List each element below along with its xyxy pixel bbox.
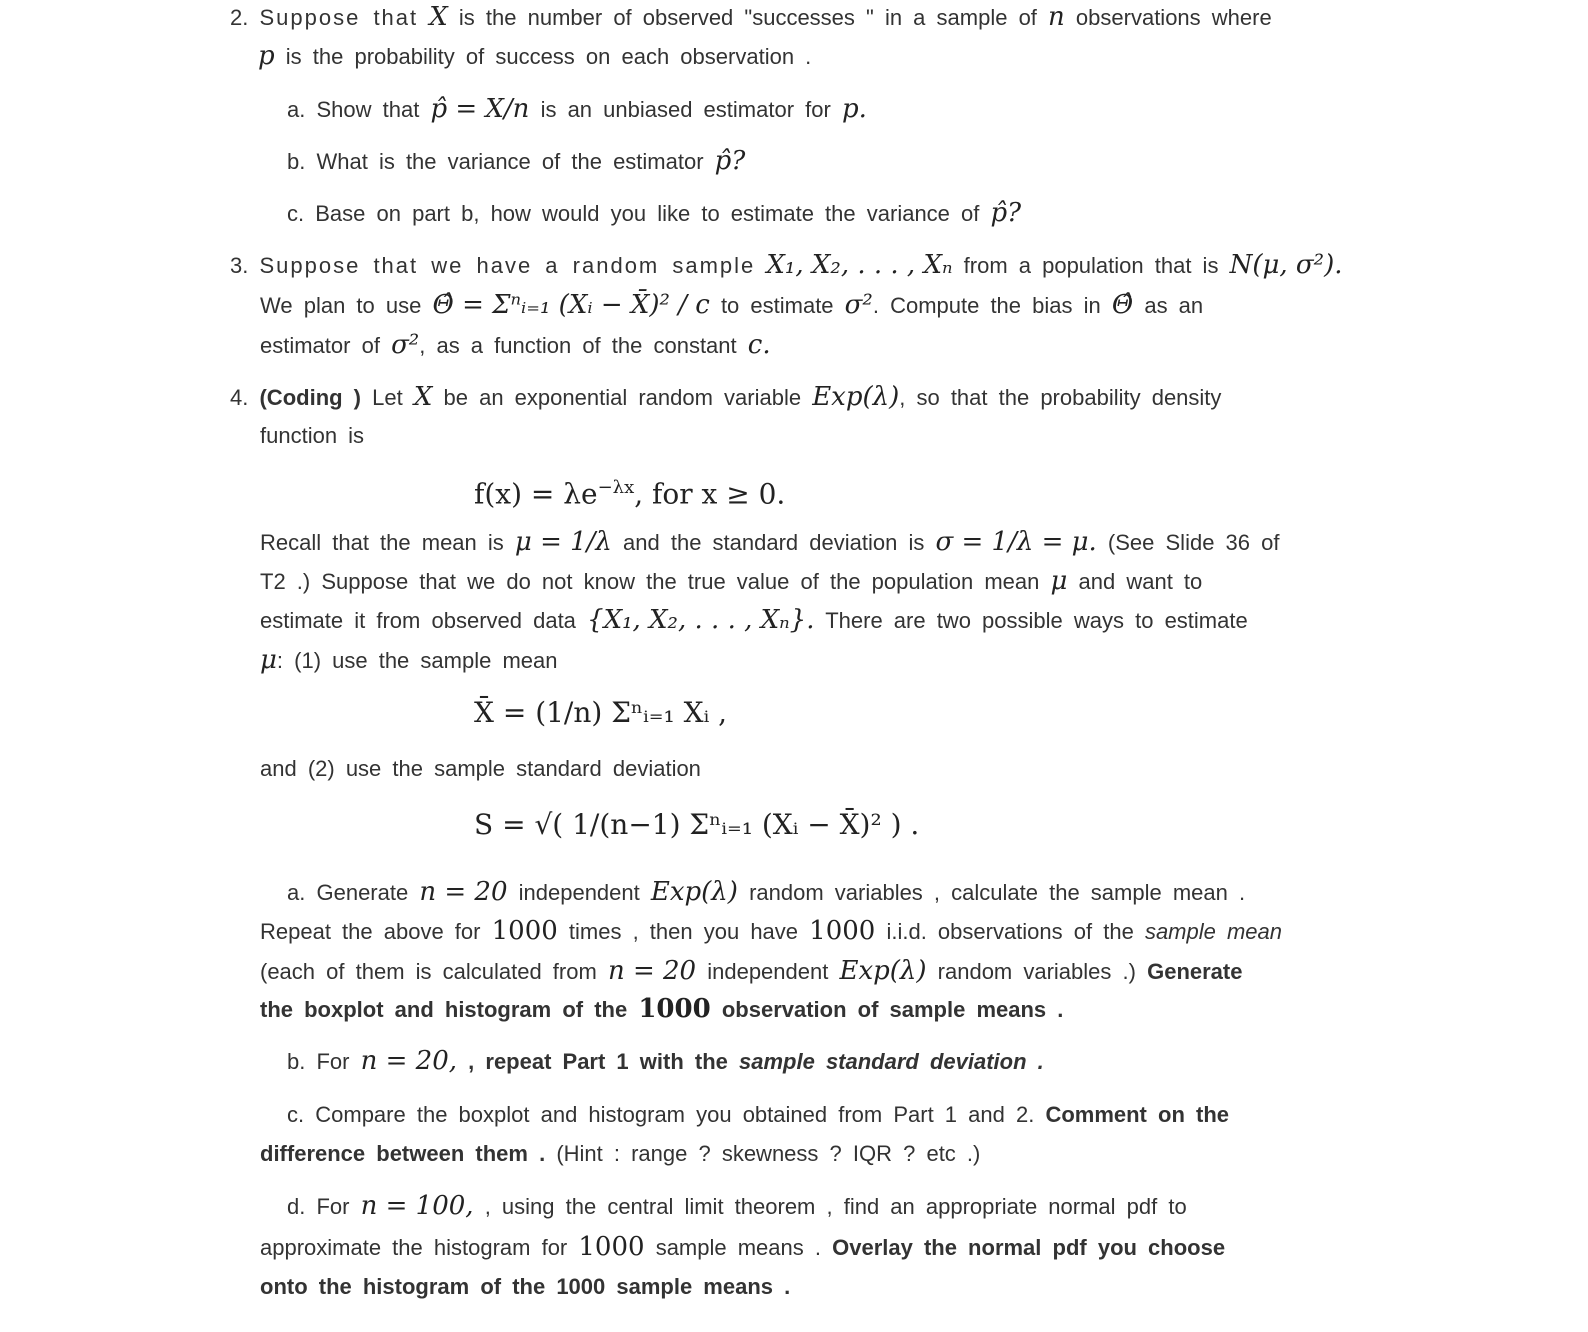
q4-line-2: function is bbox=[260, 423, 365, 448]
q3-line-2: We plan to use Θ̂ = Σⁿᵢ₌₁ (Xᵢ − X̄)² / c to estimate σ². Compute the bias in Θ̂ as an bbox=[260, 290, 1204, 320]
pdf-formula: $f(x) = \lambda e^{-\lambda x}$, for x ≥ 0. bbox=[474, 477, 786, 511]
recall-line-1: Recall that the mean is μ = 1/λ and the standard deviation is σ = 1/λ = μ. (See Slide 36 of bbox=[260, 527, 1280, 557]
q2-line-1: 2. Suppose that X is the number of observed "successes " in a sample of n observations where bbox=[230, 2, 1272, 32]
q4-part-a-line-3: (each of them is calculated from n = 20 independent Exp(λ) random variables .) Generate bbox=[260, 956, 1243, 986]
q4-part-a-line-2: Repeat the above for 1000 times , then you have 1000 i.i.d. observations of the sample mean bbox=[260, 916, 1283, 946]
q4-part-b: b. For n = 20, , repeat Part 1 with the sample standard deviation . bbox=[287, 1046, 1044, 1076]
q2-number: 2. bbox=[230, 5, 249, 30]
q2-part-a: a. Show that p̂ = X/n is an unbiased estimator for p. bbox=[287, 94, 867, 124]
q3-number: 3. bbox=[230, 253, 249, 278]
q2-part-b: b. What is the variance of the estimator p̂? bbox=[287, 146, 746, 176]
q2-line-2: p is the probability of success on each observation . bbox=[258, 41, 812, 71]
q4-part-a-line-4: the boxplot and histogram of the 1000 observation of sample means . bbox=[260, 994, 1064, 1024]
recall-line-3: estimate it from observed data {X₁, X₂, . . . , Xₙ}. There are two possible ways to estimate bbox=[260, 605, 1248, 635]
q4-part-d-line-3: onto the histogram of the 1000 sample means . bbox=[260, 1274, 791, 1299]
recall-line-4: μ: (1) use the sample mean bbox=[260, 645, 558, 675]
and-2-line: and (2) use the sample standard deviation bbox=[260, 756, 701, 781]
q3-line-3: estimator of σ², as a function of the constant c. bbox=[260, 330, 771, 360]
q3-line-1: 3. Suppose that we have a random sample X₁, X₂, . . . , Xₙ from a population that is N(μ, σ²). bbox=[230, 250, 1343, 280]
q2-part-c: c. Base on part b, how would you like to estimate the variance of p̂? bbox=[287, 198, 1022, 228]
q4-part-c-line-2: difference between them . (Hint : range ? skewness ? IQR ? etc .) bbox=[260, 1141, 981, 1166]
q4-part-a-line-1: a. Generate n = 20 independent Exp(λ) random variables , calculate the sample mean . bbox=[287, 877, 1246, 907]
coding-tag: (Coding ) bbox=[259, 385, 362, 410]
recall-line-2: T2 .) Suppose that we do not know the true value of the population mean μ and want to bbox=[260, 566, 1203, 596]
sample-mean-formula: X̄ = (1/n) Σⁿᵢ₌₁ Xᵢ , bbox=[474, 696, 728, 729]
q4-part-c-line-1: c. Compare the boxplot and histogram you obtained from Part 1 and 2. Comment on the bbox=[287, 1102, 1229, 1127]
q4-line-1: 4. (Coding ) Let X be an exponential random variable Exp(λ), so that the probability density bbox=[230, 382, 1222, 412]
q4-part-d-line-2: approximate the histogram for 1000 sample means . Overlay the normal pdf you choose bbox=[260, 1232, 1226, 1262]
q4-number: 4. bbox=[230, 385, 249, 410]
sample-sd-formula: S = √( 1/(n−1) Σⁿᵢ₌₁ (Xᵢ − X̄)² ) . bbox=[474, 808, 920, 841]
q4-part-d-line-1: d. For n = 100, , using the central limit theorem , find an appropriate normal pdf to bbox=[287, 1191, 1187, 1221]
